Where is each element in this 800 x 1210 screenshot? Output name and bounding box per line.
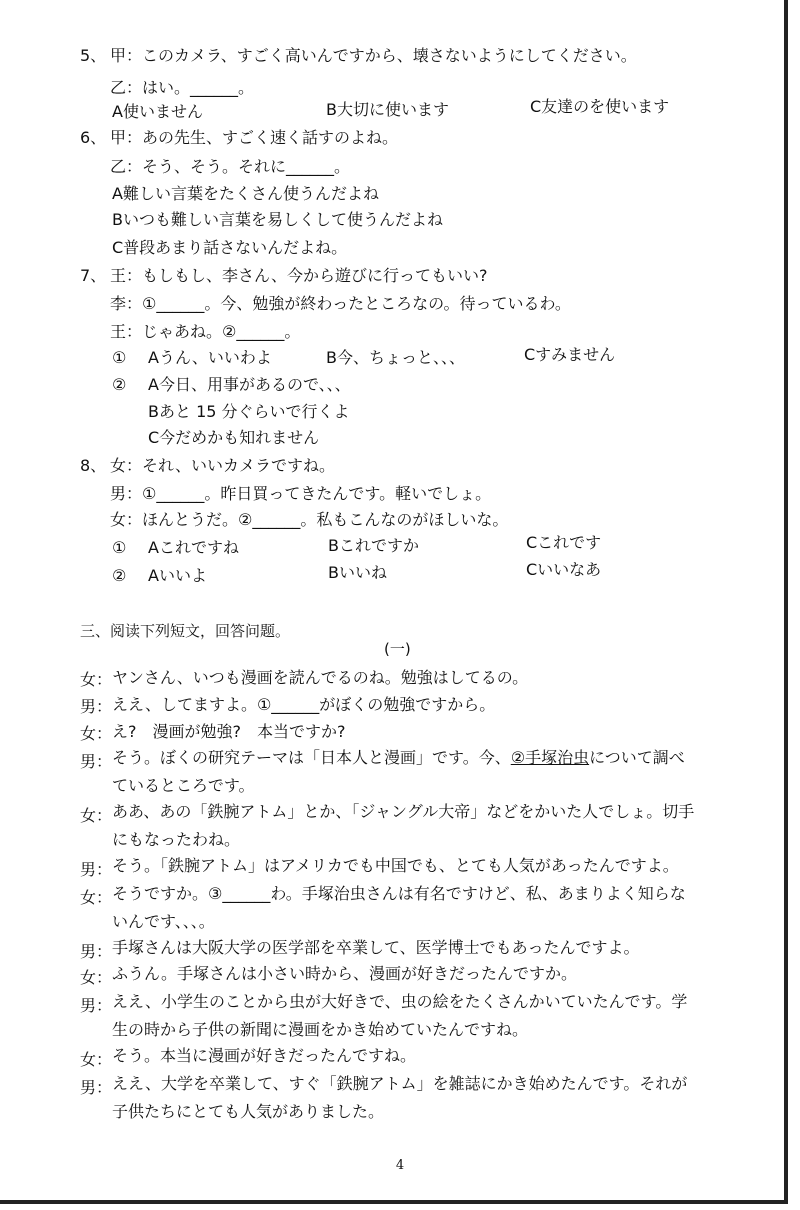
dialogue-line: 手塚さんは大阪大学の医学部を卒業して、医学博士でもあったんですよ。 — [112, 938, 640, 957]
q8-2-option-b: Bいいね — [328, 563, 387, 582]
dialogue-line-continued: にもなったわね。 — [112, 830, 241, 849]
dialogue-text: そう。ぼくの研究テーマは「日本人と漫画」です。今、 — [112, 748, 511, 767]
dialogue-speaker: 女： — [80, 724, 113, 743]
q7-line-1: 王：もしもし、李さん、今から遊びに行ってもいい? — [110, 266, 488, 285]
section-title: 三、阅读下列短文，回答问题。 — [80, 622, 291, 640]
q7-1-option-b: B今、ちょっと、、、 — [326, 348, 465, 367]
q5-option-a: A使いません — [112, 102, 203, 121]
q8-line-2: 男：①______。昨日買ってきたんです。軽いでしょ。 — [110, 484, 492, 503]
dialogue-line: ええ、してますよ。①______がぼくの勉強ですから。 — [112, 695, 496, 714]
dialogue-line: そうですか。③______わ。手塚治虫さんは有名ですけど、私、あまりよく知らな — [112, 884, 686, 903]
q8-1-option-b: Bこれですか — [328, 536, 419, 555]
q8-1-option-c: Cこれです — [526, 533, 602, 552]
dialogue-line: え? 漫画が勉強? 本当ですか? — [112, 722, 346, 741]
dialogue-speaker: 女： — [80, 670, 113, 689]
q8-line-3: 女：ほんとうだ。②______。私もこんなのがほしいな。 — [110, 510, 509, 529]
q7-line-3: 王：じゃあね。②______。 — [110, 322, 301, 341]
scan-edge-right — [784, 0, 788, 1200]
q5-number: 5、 — [80, 46, 107, 65]
q7-1-option-a: Aうん、いいわよ — [148, 348, 272, 367]
q8-line-1: 女：それ、いいカメラですね。 — [110, 456, 335, 475]
q7-2-option-b: Bあと 15 分ぐらいで行くよ — [148, 402, 350, 421]
underlined-term: ②手塚治虫 — [510, 748, 590, 767]
dialogue-line-continued: 子供たちにとても人気がありました。 — [112, 1102, 385, 1121]
q6-option-c: C普段あまり話さないんだよね。 — [112, 238, 348, 257]
dialogue-speaker: 男： — [80, 996, 113, 1015]
q7-1-marker: ① — [112, 348, 127, 367]
dialogue-speaker: 男： — [80, 942, 113, 961]
dialogue-speaker: 女： — [80, 1050, 113, 1069]
dialogue-line: そう。本当に漫画が好きだったんですね。 — [112, 1046, 417, 1065]
dialogue-speaker: 男： — [80, 860, 113, 879]
q6-line-2: 乙：そう、そう。それに______。 — [110, 157, 351, 176]
q6-number: 6、 — [80, 128, 107, 147]
q6-option-a: A難しい言葉をたくさん使うんだよね — [112, 184, 379, 203]
dialogue-line-continued: 生の時から子供の新聞に漫画をかき始めていたんですね。 — [112, 1020, 529, 1039]
q7-2-option-a: A今日、用事があるので、、、 — [148, 375, 351, 394]
dialogue-line: ええ、大学を卒業して、すぐ「鉄腕アトム」を雑誌にかき始めたんです。それが — [112, 1074, 688, 1093]
dialogue-line: ヤンさん、いつも漫画を読んでるのね。勉強はしてるの。 — [112, 668, 529, 687]
dialogue-text: について調べ — [589, 748, 685, 767]
dialogue-speaker: 男： — [80, 697, 113, 716]
q5-option-b: B大切に使います — [326, 100, 449, 119]
q7-number: 7、 — [80, 266, 107, 285]
q5-option-c: C友達のを使います — [530, 97, 670, 116]
dialogue-line: ええ、小学生のことから虫が大好きで、虫の絵をたくさんかいていたんです。学 — [112, 992, 688, 1011]
scan-edge-bottom — [0, 1200, 788, 1204]
q6-option-b: Bいつも難しい言葉を易しくして使うんだよね — [112, 210, 443, 229]
dialogue-speaker: 男： — [80, 1078, 113, 1097]
q7-2-option-c: C今だめかも知れません — [148, 428, 320, 447]
q7-line-2: 李：①______。今、勉強が終わったところなの。待っているわ。 — [110, 294, 571, 313]
dialogue-line-continued: いんです、、、。 — [112, 912, 215, 931]
dialogue-line: そう。「鉄腕アトム」はアメリカでも中国でも、とても人気があったんですよ。 — [112, 856, 679, 875]
q8-2-option-c: Cいいなあ — [526, 560, 602, 579]
q5-line-2: 乙：はい。______。 — [110, 78, 255, 97]
q8-1-option-a: Aこれですね — [148, 538, 239, 557]
dialogue-line: ああ、あの「鉄腕アトム」とか、「ジャングル大帝」などをかいた人でしょ。切手 — [112, 802, 695, 821]
q8-number: 8、 — [80, 456, 107, 475]
dialogue-line-continued: ているところです。 — [112, 776, 255, 795]
q5-line-1: 甲：このカメラ、すごく高いんですから、壊さないようにしてください。 — [110, 46, 637, 65]
q8-1-marker: ① — [112, 538, 127, 557]
q6-line-1: 甲：あの先生、すごく速く話すのよね。 — [110, 128, 399, 147]
q8-2-marker: ② — [112, 566, 127, 585]
q7-2-marker: ② — [112, 375, 127, 394]
dialogue-speaker: 女： — [80, 888, 113, 907]
dialogue-speaker: 女： — [80, 806, 113, 825]
q8-2-option-a: Aいいよ — [148, 566, 207, 585]
page-number: 4 — [395, 1158, 405, 1173]
dialogue-speaker: 女： — [80, 968, 113, 987]
section-subtitle: (一) — [384, 640, 411, 658]
dialogue-speaker: 男： — [80, 752, 113, 771]
dialogue-line: ふうん。手塚さんは小さい時から、漫画が好きだったんですか。 — [112, 964, 577, 983]
dialogue-line — [112, 748, 685, 768]
q7-1-option-c: Cすみません — [524, 345, 616, 364]
